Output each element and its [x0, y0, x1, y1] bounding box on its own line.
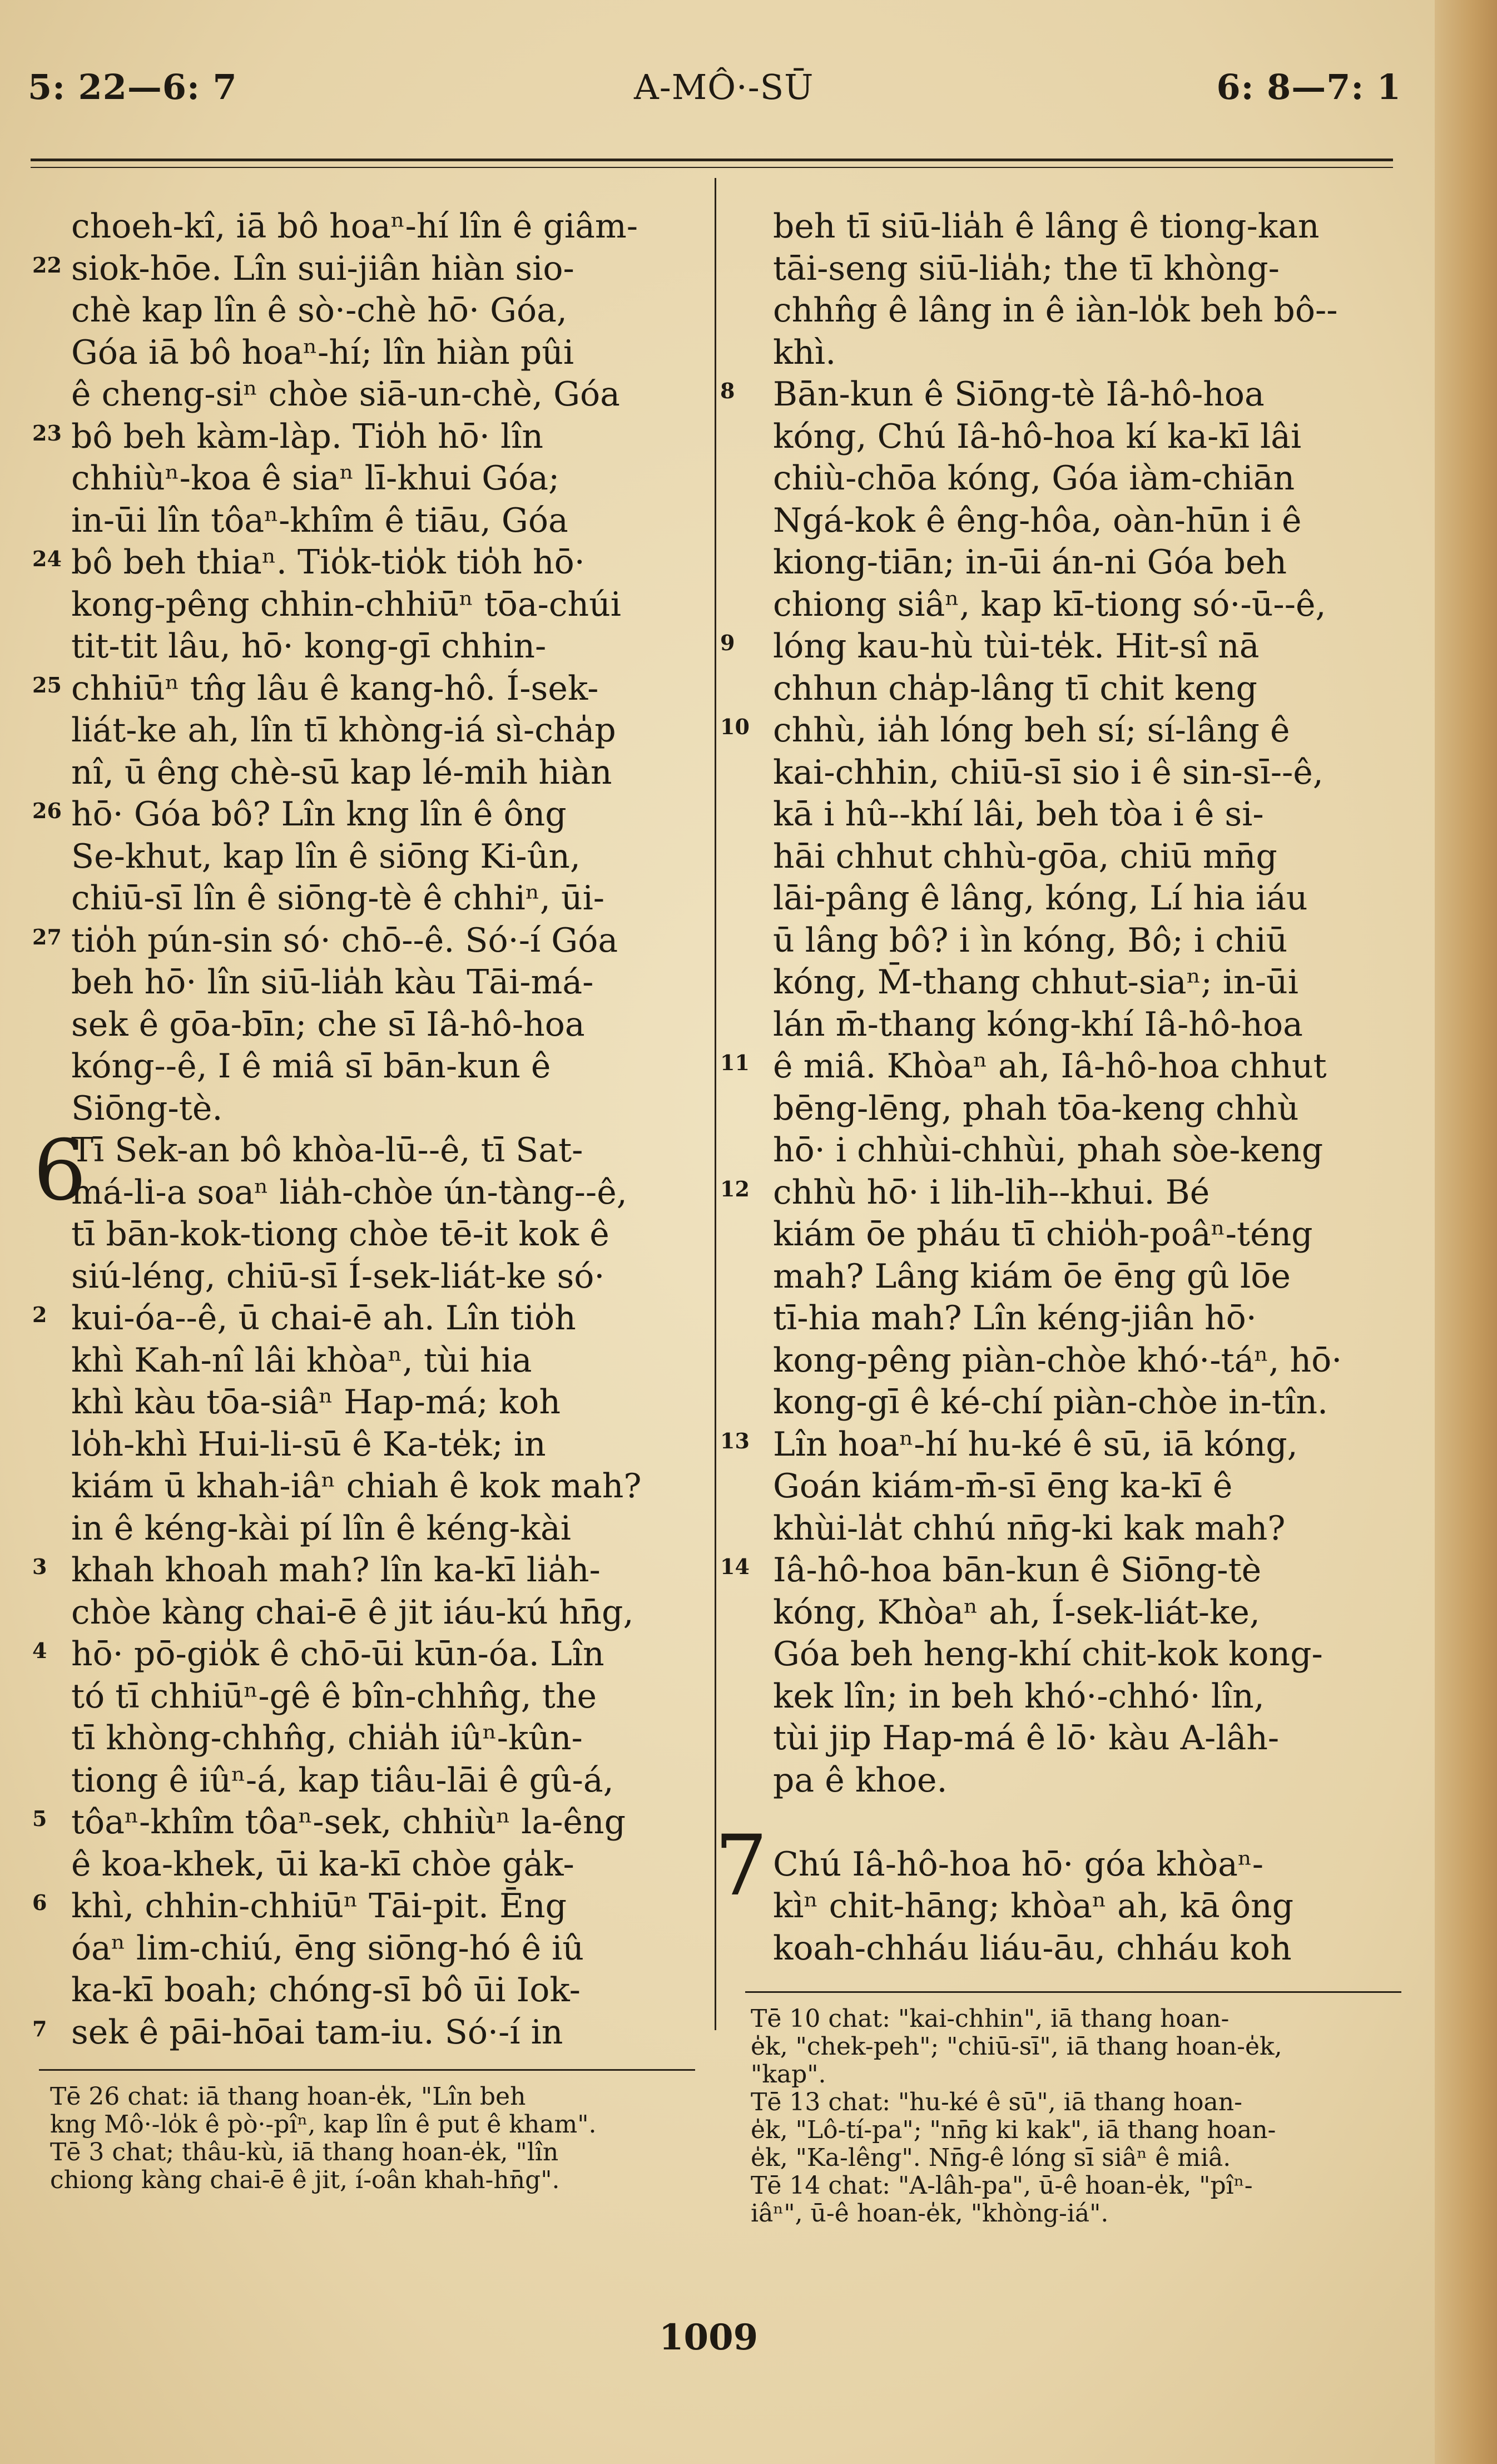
text-line: kek lîn; in beh khó·-chhó· lîn, — [773, 1676, 1265, 1716]
verse-number: 14 — [720, 1554, 750, 1579]
text-line: siú-léng, chiū-sī Í-sek-liát-ke só· — [71, 1256, 605, 1296]
header-rule — [31, 159, 1393, 161]
text-line: khì Kah-nî lâi khòaⁿ, tùi hia — [71, 1340, 532, 1380]
verse-number: 6 — [32, 1890, 47, 1915]
verse-number: 22 — [32, 252, 62, 278]
text-line: kóng, M̄-thang chhut-siaⁿ; in-ūi — [773, 963, 1298, 1002]
text-line: sek ê pāi-hōai tam-iu. Só·-í in — [71, 2012, 563, 2052]
text-line: e̍k, "Lô-tí-pa"; "nn̄g ki kak", iā thang hoan- — [751, 2116, 1276, 2144]
text-line: lóng kau-hù tùi-te̍k. Hit-sî nā — [773, 627, 1260, 666]
text-line: hō· i chhùi-chhùi, phah sòe-keng — [773, 1131, 1323, 1170]
text-line: tó tī chhiūⁿ-gê ê bîn-chhn̂g, the — [71, 1676, 597, 1716]
text-line: kong-gī ê ké-chí piàn-chòe in-tîn. — [773, 1383, 1329, 1422]
text-line: kóng--ê, I ê miâ sī bān-kun ê — [71, 1047, 551, 1086]
text-line: e̍k, "Ka-lêng". Nn̄g-ê lóng sī siâⁿ ê miâ. — [751, 2144, 1231, 2172]
verse-number: 13 — [720, 1428, 750, 1453]
text-line: kong-pêng piàn-chòe khó·-táⁿ, hō· — [773, 1340, 1342, 1380]
text-line: Iâ-hô-hoa bān-kun ê Siōng-tè — [773, 1551, 1262, 1590]
text-line: kng Mô·-lo̍k ê pò·-pîⁿ, kap lîn ê put ê kham". — [50, 2110, 597, 2139]
header-left-reference: 5: 22—6: 7 — [28, 67, 237, 107]
verse-number: 25 — [32, 672, 62, 697]
text-line: Lîn hoaⁿ-hí hu-ké ê sū, iā kóng, — [773, 1424, 1298, 1464]
verse-number: 24 — [32, 546, 62, 571]
text-line: beh hō· lîn siū-lia̍h kàu Tāi-má- — [71, 963, 594, 1002]
text-line: kui-óa--ê, ū chai-ē ah. Lîn tio̍h — [71, 1299, 576, 1338]
verse-number: 10 — [720, 714, 750, 739]
text-line: liát-ke ah, lîn tī khòng-iá sì-cha̍p — [71, 711, 616, 750]
verse-number: 23 — [32, 420, 62, 446]
text-line: ê koa-khek, ūi ka-kī chòe ga̍k- — [71, 1844, 574, 1884]
text-line: kóng, Chú Iâ-hô-hoa kí ka-kī lâi — [773, 417, 1302, 456]
text-line: kong-pêng chhin-chhiūⁿ tōa-chúi — [71, 585, 621, 624]
text-line: tôaⁿ-khîm tôaⁿ-sek, chhiùⁿ la-êng — [71, 1803, 626, 1842]
text-line: óaⁿ lim-chiú, ēng siōng-hó ê iû — [71, 1928, 584, 1968]
footnotes-left — [50, 2083, 596, 2194]
text-line: chiù-chōa kóng, Góa iàm-chiān — [773, 459, 1295, 498]
text-line: in-ūi lîn tôaⁿ-khîm ê tiāu, Góa — [71, 501, 568, 540]
text-line: khì, chhin-chhiūⁿ Tāi-pit. Ēng — [71, 1887, 567, 1926]
text-line: kai-chhin, chiū-sī sio i ê sin-sī--ê, — [773, 753, 1323, 792]
text-line: choeh-kî, iā bô hoaⁿ-hí lîn ê giâm- — [71, 207, 638, 246]
text-line: bô beh thiaⁿ. Tio̍k-tio̍k tio̍h hō· — [71, 543, 585, 582]
text-line: chhiūⁿ tn̂g lâu ê kang-hô. Í-sek- — [71, 669, 599, 708]
text-line: tùi jip Hap-má ê lō· kàu A-lâh- — [773, 1719, 1280, 1758]
text-line: Tī Sek-an bô khòa-lū--ê, tī Sat- — [71, 1131, 583, 1170]
text-line: kìⁿ chit-hāng; khòaⁿ ah, kā ông — [773, 1887, 1294, 1926]
text-line: hāi chhut chhù-gōa, chiū mn̄g — [773, 837, 1277, 876]
text-line: kóng, Khòaⁿ ah, Í-sek-liát-ke, — [773, 1592, 1260, 1632]
text-line: ê cheng-siⁿ chòe siā-un-chè, Góa — [71, 375, 620, 414]
text-line: tio̍h pún-sin só· chō--ê. Só·-í Góa — [71, 921, 618, 960]
header-rule-thin — [31, 167, 1393, 168]
text-line: tī-hia mah? Lîn kéng-jiân hō· — [773, 1299, 1257, 1338]
text-line: khì kàu tōa-siâⁿ Hap-má; koh — [71, 1383, 561, 1422]
verse-number: 4 — [32, 1638, 47, 1663]
header-right-reference: 6: 8—7: 1 — [1216, 67, 1401, 107]
page-binding-edge — [1435, 0, 1497, 2464]
text-line: tit-tit lâu, hō· kong-gī chhin- — [71, 627, 547, 666]
verse-number: 27 — [32, 924, 62, 949]
text-line: ka-kī boah; chóng-sī bô ūi Iok- — [71, 1971, 581, 2010]
text-line: kā i hû--khí lâi, beh tòa i ê si- — [773, 795, 1264, 834]
text-line: chhù, ia̍h lóng beh sí; sí-lâng ê — [773, 711, 1290, 750]
text-line: chhù hō· i lih-lih--khui. Bé — [773, 1172, 1210, 1212]
verse-number: 5 — [32, 1806, 47, 1831]
text-line: "kap". — [751, 2060, 826, 2089]
text-line: Tē 3 chat; thâu-kù, iā thang hoan-e̍k, "lîn — [50, 2138, 559, 2166]
text-line: tī bān-kok-tiong chòe tē-it kok ê — [71, 1215, 609, 1254]
text-line: khah khoah mah? lîn ka-kī lia̍h- — [71, 1551, 601, 1590]
running-header — [28, 67, 1401, 117]
text-line: chòe kàng chai-ē ê jit iáu-kú hn̄g, — [71, 1592, 634, 1632]
text-line: hō· pō-gio̍k ê chō-ūi kūn-óa. Lîn — [71, 1635, 604, 1674]
chapter-number: 6 — [33, 1122, 87, 1219]
text-line: tī khòng-chhn̂g, chia̍h iûⁿ-kûn- — [71, 1719, 583, 1758]
verse-number: 2 — [32, 1302, 47, 1327]
left-text-column — [71, 206, 688, 2054]
text-line: chiong kàng chai-ē ê jit, í-oân khah-hn̄g". — [50, 2166, 560, 2194]
verse-number: 7 — [32, 2016, 47, 2041]
text-line: e̍k, "chek-peh"; "chiū-sī", iā thang hoan-e̍k, — [751, 2032, 1282, 2061]
text-line: khùi-la̍t chhú nn̄g-ki kak mah? — [773, 1508, 1286, 1548]
right-text-column — [773, 206, 1390, 1970]
text-line: nî, ū êng chè-sū kap lé-mih hiàn — [71, 753, 612, 792]
text-line: kiong-tiān; in-ūi án-ni Góa beh — [773, 543, 1287, 582]
text-line: Se-khut, kap lîn ê siōng Ki-ûn, — [71, 837, 581, 876]
text-line: sek ê gōa-bīn; che sī Iâ-hô-hoa — [71, 1005, 585, 1044]
text-line: koah-chháu liáu-āu, chháu koh — [773, 1928, 1292, 1968]
verse-number: 3 — [32, 1554, 47, 1579]
text-line: chhun cha̍p-lâng tī chit keng — [773, 669, 1257, 708]
text-line — [773, 1802, 1390, 1844]
text-line: Tē 26 chat: iā thang hoan-e̍k, "Lîn beh — [50, 2082, 526, 2111]
text-line: Ngá-kok ê êng-hôa, oàn-hūn i ê — [773, 501, 1302, 540]
text-line: bēng-lēng, phah tōa-keng chhù — [773, 1088, 1299, 1128]
verse-number: 26 — [32, 798, 62, 823]
text-line: hō· Góa bô? Lîn kng lîn ê ông — [71, 795, 567, 834]
column-divider — [715, 178, 716, 2030]
text-line: ê miâ. Khòaⁿ ah, Iâ-hô-hoa chhut — [773, 1047, 1327, 1086]
verse-number: 12 — [720, 1176, 750, 1201]
verse-number: 8 — [720, 378, 735, 403]
text-line: Góa iā bô hoaⁿ-hí; lîn hiàn pûi — [71, 333, 574, 372]
text-line: lo̍h-khì Hui-li-sū ê Ka-te̍k; in — [71, 1424, 546, 1464]
footnotes-right — [751, 2005, 1282, 2228]
text-line: kiám ōe pháu tī chio̍h-poâⁿ-téng — [773, 1215, 1313, 1254]
text-line: chiong siâⁿ, kap kī-tiong só·-ū--ê, — [773, 585, 1326, 624]
text-line: bô beh kàm-làp. Tio̍h hō· lîn — [71, 417, 544, 456]
text-line: Góa beh heng-khí chit-kok kong- — [773, 1635, 1323, 1674]
footnote-rule-right — [745, 1991, 1401, 1993]
text-line: ū lâng bô? i ìn kóng, Bô; i chiū — [773, 921, 1288, 960]
text-line: Tē 13 chat: "hu-ké ê sū", iā thang hoan- — [751, 2088, 1242, 2116]
text-line: khì. — [773, 333, 836, 372]
verse-number: 11 — [720, 1050, 750, 1075]
text-line: beh tī siū-lia̍h ê lâng ê tiong-kan — [773, 207, 1320, 246]
page-number: 1009 — [659, 2317, 759, 2358]
text-line: Tē 14 chat: "A-lâh-pa", ū-ê hoan-e̍k, "pîⁿ- — [751, 2171, 1253, 2200]
text-line: Tē 10 chat: "kai-chhin", iā thang hoan- — [751, 2005, 1230, 2033]
text-line: Bān-kun ê Siōng-tè Iâ-hô-hoa — [773, 375, 1265, 414]
text-line: tiong ê iûⁿ-á, kap tiâu-lāi ê gû-á, — [71, 1760, 614, 1800]
text-line: mah? Lâng kiám ōe ēng gû lōe — [773, 1256, 1291, 1296]
text-line: Goán kiám-m̄-sī ēng ka-kī ê — [773, 1467, 1233, 1506]
chapter-number: 7 — [715, 1818, 768, 1914]
text-line: lāi-pâng ê lâng, kóng, Lí hia iáu — [773, 879, 1308, 918]
text-line: tāi-seng siū-lia̍h; the tī khòng- — [773, 249, 1280, 288]
footnote-rule-left — [39, 2069, 695, 2071]
text-line: siok-hōe. Lîn sui-jiân hiàn sio- — [71, 249, 574, 288]
text-line: pa ê khoe. — [773, 1760, 948, 1800]
text-line: kiám ū khah-iâⁿ chiah ê kok mah? — [71, 1467, 642, 1506]
text-line: chè kap lîn ê sò·-chè hō· Góa, — [71, 291, 568, 330]
text-line: má-li-a soaⁿ lia̍h-chòe ún-tàng--ê, — [71, 1172, 627, 1212]
text-line: chiū-sī lîn ê siōng-tè ê chhiⁿ, ūi- — [71, 879, 605, 918]
text-line: chhiùⁿ-koa ê siaⁿ lī-khui Góa; — [71, 459, 560, 498]
text-line: iâⁿ", ū-ê hoan-e̍k, "khòng-iá". — [751, 2199, 1109, 2228]
text-line: chhn̂g ê lâng in ê iàn-lo̍k beh bô-- — [773, 291, 1338, 330]
header-book-title: A-MÔ·-SŪ — [634, 67, 814, 107]
verse-number: 9 — [720, 630, 735, 655]
text-line: Siōng-tè. — [71, 1088, 223, 1128]
text-line: Chú Iâ-hô-hoa hō· góa khòaⁿ- — [773, 1844, 1264, 1884]
text-line: in ê kéng-kài pí lîn ê kéng-kài — [71, 1508, 571, 1548]
text-line: lán m̄-thang kóng-khí Iâ-hô-hoa — [773, 1005, 1303, 1044]
